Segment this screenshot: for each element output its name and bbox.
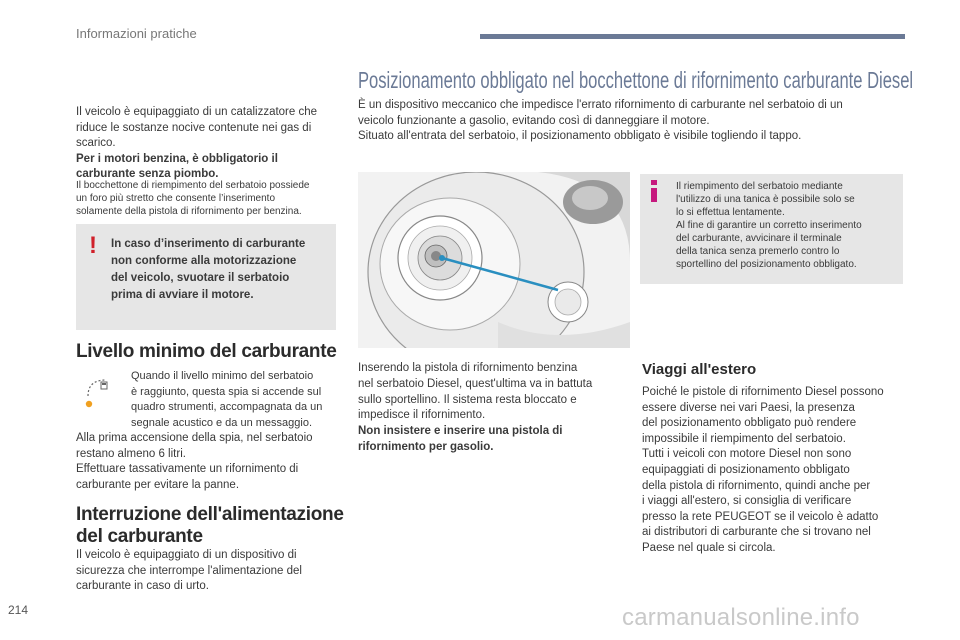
text-line: scarico.	[76, 137, 116, 149]
text-line-bold: Non insistere e inserire una pistola di	[358, 425, 563, 438]
text-line: del carburante	[76, 526, 203, 547]
info-icon	[648, 180, 660, 202]
text-line: Poiché le pistole di rifornimento Diesel possono	[642, 386, 884, 398]
text-line: della tanica senza premerlo contro lo	[676, 246, 840, 257]
section-title-travel-abroad: Viaggi all'estero	[642, 361, 757, 378]
text-line: i viaggi all'estero, si consiglia di verificare	[642, 495, 852, 508]
text-line: è raggiunto, questa spia si accende sul	[131, 385, 322, 398]
text-line: essere diverse nei vari Paesi, la presenza	[642, 401, 855, 414]
text-line: Inserendo la pistola di rifornimento benzina	[358, 362, 578, 374]
exclamation-icon: !	[89, 232, 97, 259]
text-line: Il riempimento del serbatoio mediante	[676, 181, 843, 192]
text-line: della pistola di rifornimento, quindi anche per	[642, 479, 871, 492]
text-line: veicolo funzionante a gasolio, evitando così di danneggiare il motore.	[358, 114, 710, 127]
text-line: un foro più stretto che consente l’inserimento	[76, 193, 275, 204]
text-line: Quando il livello minimo del serbatoio	[131, 370, 314, 382]
section-title-fuel-cutoff	[76, 504, 344, 548]
section-title-minimum-fuel: Livello minimo del carburante	[76, 341, 337, 362]
text-line: ai distributori di carburante che si trovano nel	[642, 526, 871, 539]
text-line: Tutti i veicoli con motore Diesel non sono	[642, 448, 852, 461]
header-rule	[480, 34, 905, 39]
fuel-level-icon	[84, 376, 114, 410]
text-line: Paese nel quale si circola.	[642, 541, 776, 554]
text-line: Situato all'entrata del serbatoio, il posizionamento obbligato è visibile togliendo il tappo.	[358, 130, 802, 142]
text-line: riduce le sostanze nocive contenute nei gas di	[76, 121, 312, 134]
filler-neck-drawing	[358, 172, 630, 348]
text-line: restano almeno 6 litri.	[76, 447, 186, 460]
text-line-bold: rifornimento per gasolio.	[358, 440, 494, 453]
text-line: lo si effettua lentamente.	[676, 207, 785, 218]
catalyst-intro	[76, 105, 338, 183]
text-line: carburante per evitare la panne.	[76, 478, 240, 491]
page-header-title: Informazioni pratiche	[76, 26, 197, 41]
text-line: Il veicolo è equipaggiato di un dispositivo di	[76, 549, 297, 561]
page-number: 214	[8, 603, 29, 617]
text-line: In caso d’inserimento di carburante	[111, 238, 306, 250]
text-line: segnale acustico e da un messaggio.	[131, 416, 313, 429]
filler-neck-note	[76, 179, 340, 218]
text-line: Il bocchettone di riempimento del serbatoio possiede	[76, 180, 310, 191]
text-line: carburante in caso di urto.	[76, 580, 209, 592]
text-line: impossibile il riempimento del serbatoio.	[642, 432, 846, 445]
text-line-bold: Per i motori benzina, è obbligatorio il	[76, 152, 278, 165]
gauge-description	[131, 369, 341, 431]
section-title-diesel-misfuel: Posizionamento obbligato nel bocchettone di rifornimento carburante Diesel	[358, 67, 914, 93]
text-line: sportellino del posizionamento obbligato.	[676, 259, 857, 270]
text-line-bold: carburante senza piombo.	[76, 168, 219, 180]
text-line: prima di avviare il motore.	[111, 289, 254, 301]
text-line: Al fine di garantire un corretto inserimento	[676, 220, 862, 231]
text-line: impedisce il rifornimento.	[358, 409, 486, 422]
text-line: del carburante, avvicinare il terminale	[676, 233, 842, 244]
text-line: Interruzione dell'alimentazione	[76, 504, 344, 525]
fuel-cutoff-paragraph	[76, 548, 338, 595]
text-line: Effettuare tassativamente un rifornimento di	[76, 463, 299, 475]
petrol-nozzle-paragraph	[358, 361, 630, 456]
text-line: solamente della pistola di rifornimento per benzina.	[76, 206, 302, 217]
text-line: del posizionamento obbligato può rendere	[642, 417, 857, 430]
text-line: l'utilizzo di una tanica è possibile solo se	[676, 194, 855, 205]
text-line: equipaggiati di posizionamento obbligato	[642, 463, 850, 476]
text-line: del veicolo, svuotare il serbatoio	[111, 272, 290, 284]
reserve-paragraph	[76, 431, 338, 493]
text-line: Alla prima accensione della spia, nel serbatoio	[76, 432, 313, 444]
text-line: presso la rete PEUGEOT se il veicolo è adatto	[642, 510, 879, 523]
text-line: quadro strumenti, accompagnata da un	[131, 401, 323, 413]
watermark: carmanualsonline.info	[622, 604, 860, 631]
text-line: È un dispositivo meccanico che impedisce l'errato rifornimento di carburante nel serbatoio di un	[358, 99, 843, 111]
filler-neck-illustration	[358, 172, 630, 348]
diesel-intro	[358, 98, 918, 145]
text-line: sicurezza che interrompe l'alimentazione del	[76, 564, 302, 577]
text-line: nel serbatoio Diesel, quest'ultima va in battuta	[358, 377, 593, 390]
text-line: sullo sportellino. Il sistema resta bloccato e	[358, 393, 577, 406]
travel-abroad-paragraph	[642, 385, 912, 557]
info-text	[676, 180, 898, 271]
warning-text	[111, 236, 326, 304]
text-line: Il veicolo è equipaggiato di un catalizzatore che	[76, 106, 318, 118]
text-line: non conforme alla motorizzazione	[111, 255, 297, 267]
